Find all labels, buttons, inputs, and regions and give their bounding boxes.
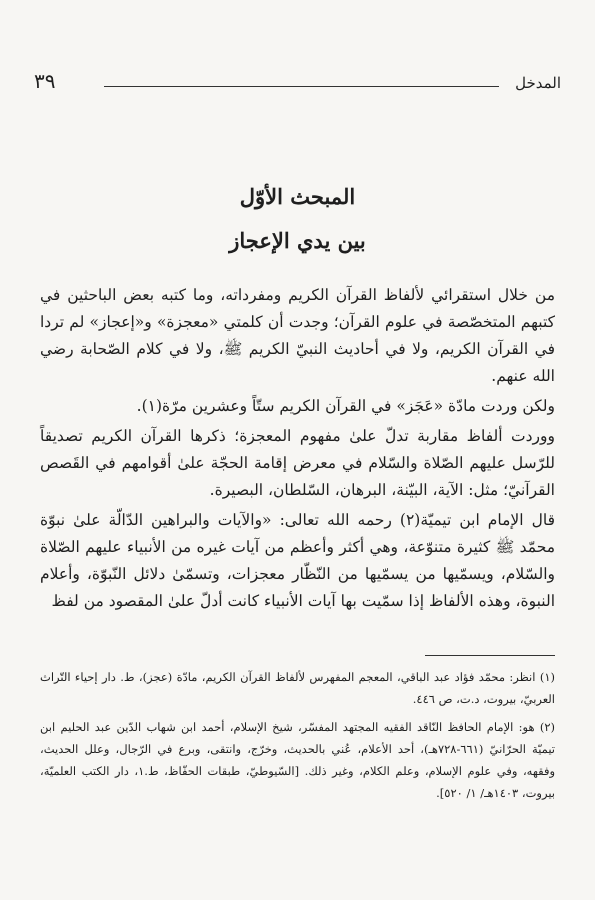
page-number: ٣٩ [34,69,56,93]
chapter-header-title: المدخل [515,74,561,92]
header-rule [104,86,499,87]
paragraph: ولكن وردت مادّة «عَجَز» في القرآن الكريم ستّاً وعشرين مرّة(١). [136,397,555,415]
section-title: المبحث الأوّل [239,184,356,209]
footnote: (٢) هو: الإمام الحافظ النّاقد الفقيه المجتهد المفسّر، شيخ الإسلام، أحمد ابن شهاب الدّين عبد الحليم ابن تيميّة الحرّانيّ (٦٦١-٧٢٨هـ)، أحد الأعلام، عُني بالحديث، وخرّج، وانتقى، وبرع في الرّجال، وعلل الحديث، وفقهه، وفي علوم الإسلام، وعلم الكلام، وغير ذلك. [السّيوطيّ، طبقات الحفّاظ، ط.١، دار الكتب العلميّة، بيروت، ١٤٠٣هـ/ ١/ ٥٢٠]. [40,720,556,800]
section-subtitle: بين يدي الإعجاز [229,228,366,253]
footnote: (١) انظر: محمّد فؤاد عبد الباقي، المعجم المفهرس لألفاظ القرآن الكريم، مادّة (عجز)، ط. دار إحياء التّراث العربيّ، بيروت، د.ت، ص ٤٤٦. [40,670,555,706]
paragraph: ووردت ألفاظ مقاربة تدلّ علىٰ مفهوم المعجزة؛ ذكرها القرآن الكريم تصديقاً للرّسل عليهم الصّلاة والسّلام في معرض إقامة الحجّة علىٰ أقوامهم في القَصص القرآنيّ؛ مثل: الآية، البيّنة، البرهان، السّلطان، البصيرة. [40,427,555,499]
paragraph: من خلال استقرائي لألفاظ القرآن الكريم ومفرداته، وما كتبه بعض الباحثين في كتبهم المتخصّصة في علوم القرآن؛ وجدت أن كلمتي «معجزة» و«إعجاز» لم تردا في القرآن الكريم، ولا في أحاديث النبيّ الكريم ﷺ، ولا في كلام الصّحابة رضي الله عنهم. [40,286,556,385]
footnotes [40,666,555,810]
body-text [40,282,555,618]
running-header [34,69,561,96]
footnote-rule [425,655,555,656]
paragraph: قال الإمام ابن تيميّة(٢) رحمه الله تعالى: «والآيات والبراهين الدّالّة علىٰ نبوّة محمّد ﷺ كثيرة متنوّعة، وهي أكثر وأعظم من آيات غيره من الأنبياء عليهم الصّلاة والسّلام، ويسمّيها من يسمّيها من النّظّار معجزات، وتسمّىٰ دلائل النّبوّة، وأعلام النبوة، وهذه الألفاظ إذا سمّيت بها آيات الأنبياء كانت أدلّ علىٰ المقصود من لفظ [40,511,555,610]
